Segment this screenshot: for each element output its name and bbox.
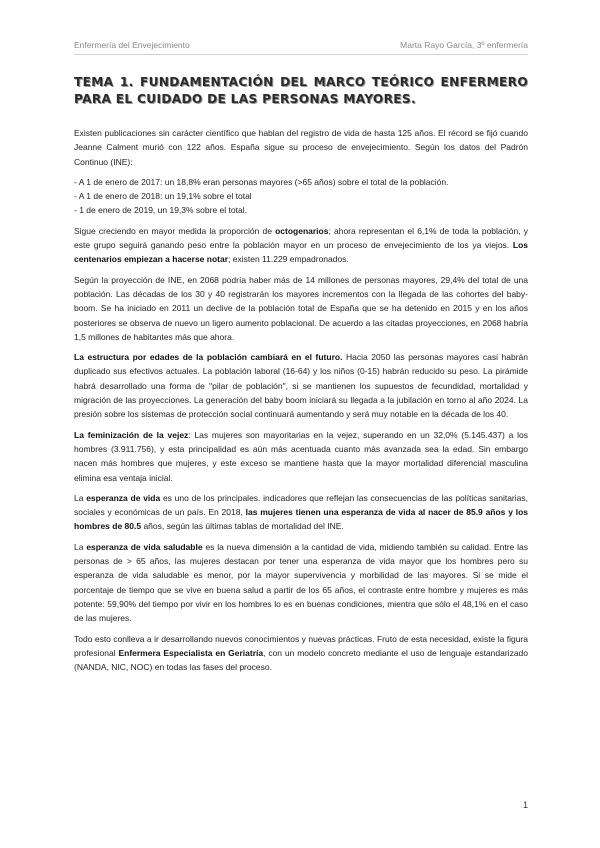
- document-title: TEMA 1. FUNDAMENTACIÓN DEL MARCO TEÓRICO ENFERMERO PARA EL CUIDADO DE LAS PERSONAS MAYORES.: [74, 75, 528, 106]
- paragraph-healthy-life: [74, 540, 528, 626]
- bold-text: esperanza de vida saludable: [86, 541, 203, 552]
- bold-text: La estructura por edades de la población cambiará en el futuro.: [74, 352, 343, 363]
- paragraph-conclusion: [74, 632, 528, 675]
- text-span: ; ahora representan el 6,1% de toda la población, y este grupo seguirá ganando peso entre la población mayor en un proceso de envejecimiento de los ya viejos.: [74, 225, 529, 251]
- text-span: Hacia 2050 las personas mayores casi habrán duplicado sus efectivos actuales. La población laboral (16-64) y los niños (0-15) habrán reducido su peso. La pirámide habrá desarrollado una forma de "pilar de población", si se mantienen los supuestos de fecundidad, mortalidad y migración de las proyecciones. La generación del baby boom iniciará su llegada a la jubilación en torno al año 2024. La presión sobre los sistemas de protección social continuará aumentando y será muy notable en la década de los 40.: [74, 352, 529, 420]
- paragraph-projection: Según la proyección de INE, en 2068 podría haber más de 14 millones de personas mayores, 29,4% del total de una población. Las décadas de los 30 y 40 registrarán los mayores incrementos con la llegada de las cohortes del baby-boom. Se ha iniciado en 2011 un declive de la población total de España que se ha detenido en 2015 y en los años posteriores se observa de nuevo un ligero aumento poblacional. De acuerdo a las citadas proyecciones, en 2068 habría 1,5 millones de habitantes más que ahora.: [74, 274, 528, 342]
- list-item: - A 1 de enero de 2018: un 19,1% sobre el total: [74, 191, 252, 202]
- text-span: es la nueva dimensión a la cantidad de vida, midiendo también su calidad. Entre las personas de > 65 años, las mujeres destacan por tener una esperanza de vida mayor que los hombres pero su esperanza de vida saludable es menor, por la mayor supervivencia y morbilidad de las mayores. Si se mide el porcentaje de tiempo que se vive en buena salud a partir de los 65 años, el contraste entre hombre y mujeres es más potente: 59,90% del tiempo por vivir en los hombres lo es en buenas condiciones, mientra que sólo el 48,1% en el caso de las mujeres.: [74, 541, 528, 624]
- list-item: - A 1 de enero de 2017: un 18,8% eran personas mayores (>65 años) sobre el total de la población.: [74, 176, 449, 187]
- bold-text: esperanza de vida: [86, 492, 161, 503]
- paragraph-life-expectancy: [74, 491, 528, 534]
- text-span: La: [74, 541, 87, 552]
- page-header: [74, 38, 528, 55]
- text-span: ; existen 11.229 empadronados.: [228, 254, 349, 265]
- text-span: La: [74, 492, 87, 503]
- paragraph-intro: Existen publicaciones sin carácter científico que hablan del registro de vida de hasta 125 años. El récord se fijó cuando Jeanne Calment murió con 122 años. España sigue su proceso de envejecimiento. Según los datos del Padrón Continuo (INE):: [74, 128, 528, 167]
- text-span: Sigue creciendo en mayor medida la proporción de: [74, 225, 276, 236]
- bold-text: las mujeres tienen una esperanza de vida al nacer de 85.9 años y los hombres de 80.5: [74, 507, 528, 532]
- population-list: [74, 175, 528, 218]
- list-item: - 1 de enero de 2019, un 19,3% sobre el total.: [74, 205, 247, 216]
- document-body: [74, 126, 528, 680]
- bold-text: La feminización de la vejez: [74, 429, 189, 440]
- paragraph-feminization: [74, 428, 528, 485]
- text-span: es uno de los principales. indicadores que reflejan las consecuencias de las políticas sanitarias, sociales y económicas de un país. En 2018,: [74, 492, 528, 518]
- bold-text: octogenarios: [275, 225, 329, 236]
- header-course: Enfermería del Envejecimiento: [74, 40, 190, 50]
- paragraph-age-structure: [74, 350, 528, 421]
- text-span: años, según las últimas tablas de mortalidad del INE.: [141, 521, 344, 532]
- header-author: Marta Rayo García, 3º enfermería: [400, 40, 528, 50]
- paragraph-octogenarians: [74, 224, 528, 267]
- bold-text: Los centenarios empiezan a hacerse notar: [74, 240, 528, 265]
- text-span: : Las mujeres son mayoritarias en la vejez, superando en un 32,0% (5.145.437) a los hombres (3.911.756), y esta principalidad es aún más acentuada cuanto más avanzada sea la edad. Sin embargo nacen más hombres que mujeres, y este exceso se mantiene hasta que la mayor mortalidad diferencial masculina elimina esa ventaja inicial.: [74, 429, 528, 483]
- bold-text: Enfermera Especialista en Geriatría: [118, 647, 264, 658]
- text-span: , con un modelo concreto mediante el uso de lenguaje estandarizado (NANDA, NIC, NOC) en todas las fases del proceso.: [74, 647, 528, 673]
- text-span: Todo esto conlleva a ir desarrollando nuevos conocimientos y nuevas prácticas. Fruto de esta necesidad, existe la figura profesional: [74, 633, 528, 658]
- page-number: 1: [522, 800, 528, 810]
